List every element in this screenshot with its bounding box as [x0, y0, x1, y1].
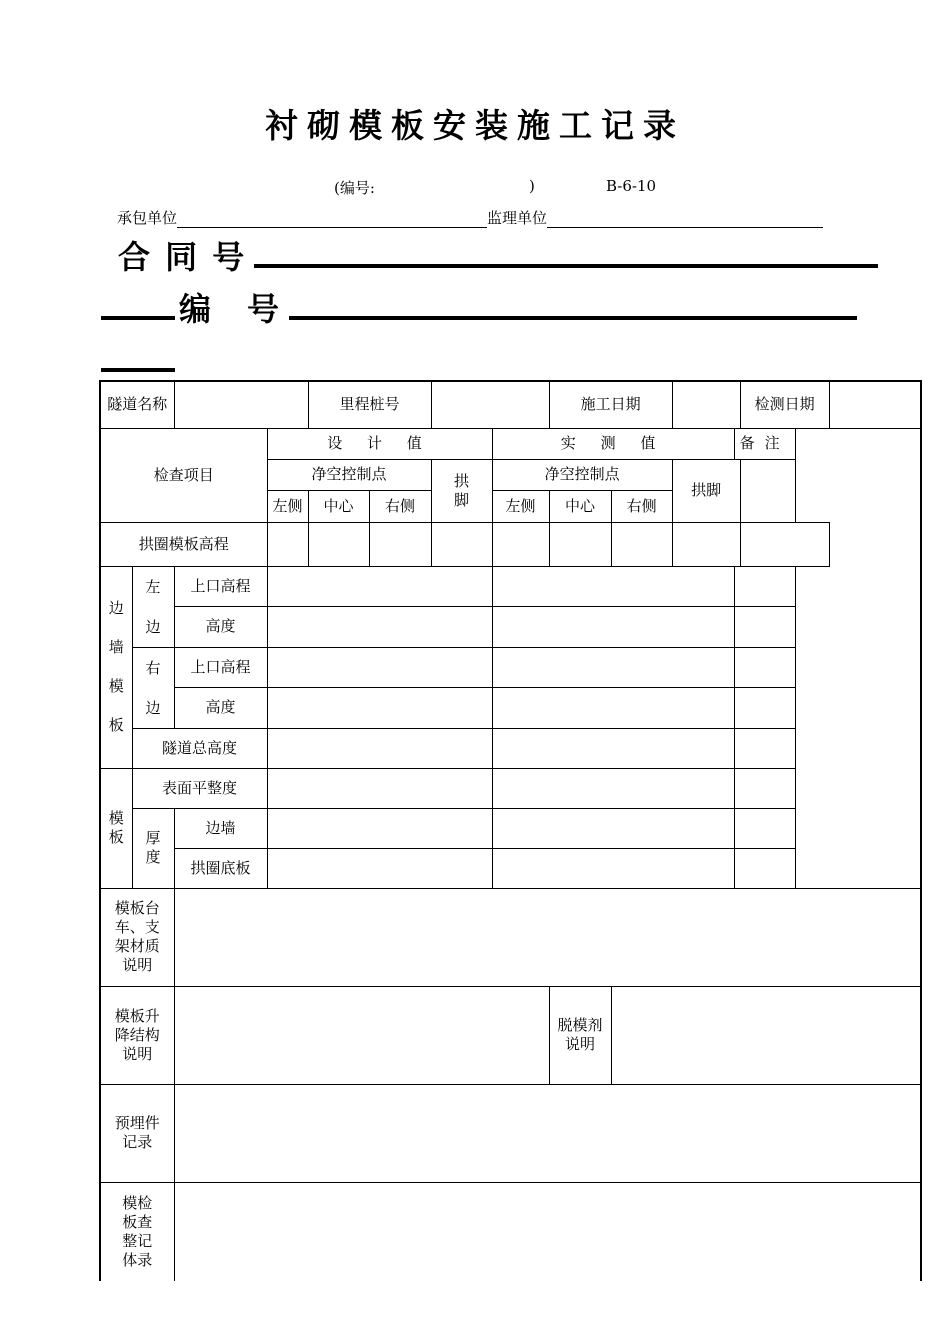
right-height-label: 高度 — [174, 688, 267, 729]
cell[interactable] — [369, 522, 431, 566]
actual-center-label: 中心 — [549, 490, 611, 522]
cell[interactable] — [267, 728, 492, 768]
left-top-elev-label: 上口高程 — [174, 566, 267, 607]
serial-blank-lead — [101, 290, 175, 320]
cell[interactable] — [734, 728, 795, 768]
cell[interactable] — [549, 522, 611, 566]
check-item-label: 检查项目 — [100, 428, 267, 522]
cell[interactable] — [267, 848, 492, 888]
release-agent-label: 脱模剂说明 — [549, 986, 611, 1084]
actual-arch-foot-label: 拱脚 — [672, 459, 740, 522]
cell[interactable] — [492, 522, 549, 566]
lifting-structure-value[interactable] — [174, 986, 549, 1084]
cell[interactable] — [734, 647, 795, 688]
left-side-label: 左边 — [132, 566, 174, 647]
actual-value-label: 实 测 值 — [492, 428, 734, 459]
inspection-record-value[interactable] — [174, 1182, 921, 1281]
cell[interactable] — [492, 566, 734, 607]
thickness-label: 厚度 — [132, 808, 174, 888]
tunnel-name-label: 隧道名称 — [100, 381, 174, 428]
supervisor-label: 监理单位 — [487, 209, 548, 227]
cell[interactable] — [734, 848, 795, 888]
contractor-blank — [177, 209, 487, 228]
cell[interactable] — [267, 768, 492, 808]
actual-left-label: 左侧 — [492, 490, 549, 522]
lifting-structure-label: 模板升降结构说明 — [100, 986, 174, 1084]
design-clearance-label: 净空控制点 — [267, 459, 431, 490]
embedded-parts-value[interactable] — [174, 1084, 921, 1182]
cell[interactable] — [734, 566, 795, 607]
surface-flatness-label: 表面平整度 — [132, 768, 267, 808]
construction-date-label: 施工日期 — [549, 381, 672, 428]
cell[interactable] — [492, 768, 734, 808]
design-left-label: 左侧 — [267, 490, 308, 522]
design-right-label: 右侧 — [369, 490, 431, 522]
inspection-record-label: 模检板查整记体录 — [100, 1182, 174, 1281]
right-side-label: 右边 — [132, 647, 174, 728]
page-title: 衬砌模板安装施工记录 — [265, 106, 685, 145]
actual-clearance-label: 净空控制点 — [492, 459, 672, 490]
contract-blank — [254, 238, 878, 268]
cell[interactable] — [492, 848, 734, 888]
right-top-elev-label: 上口高程 — [174, 647, 267, 688]
design-center-label: 中心 — [308, 490, 369, 522]
side-wall-label: 边墙 — [174, 808, 267, 848]
cell[interactable] — [267, 647, 492, 688]
mileage-label: 里程桩号 — [308, 381, 431, 428]
tunnel-total-height-label: 隧道总高度 — [132, 728, 267, 768]
form-code: B-6-10 — [606, 177, 657, 195]
cell[interactable] — [308, 522, 369, 566]
remarks-blank[interactable] — [740, 459, 795, 522]
cell[interactable] — [740, 522, 829, 566]
cell[interactable] — [492, 728, 734, 768]
inspection-date-label: 检测日期 — [740, 381, 829, 428]
cell[interactable] — [492, 688, 734, 729]
release-agent-value[interactable] — [611, 986, 921, 1084]
side-wall-template-label: 边墙模板 — [100, 566, 132, 768]
design-value-label: 设 计 值 — [267, 428, 492, 459]
cell[interactable] — [611, 522, 672, 566]
trolley-material-label: 模板台车、支架材质说明 — [100, 888, 174, 986]
embedded-parts-label: 预埋件记录 — [100, 1084, 174, 1182]
cell[interactable] — [267, 566, 492, 607]
construction-date-value[interactable] — [672, 381, 740, 428]
serial-blank-wrap — [101, 368, 175, 372]
template-label: 模板 — [100, 768, 132, 888]
arch-bottom-plate-label: 拱圈底板 — [174, 848, 267, 888]
contractor-line — [117, 207, 823, 228]
left-height-label: 高度 — [174, 607, 267, 648]
actual-right-label: 右侧 — [611, 490, 672, 522]
serial-line — [101, 284, 857, 330]
number-close: ) — [529, 177, 535, 195]
cell[interactable] — [492, 607, 734, 648]
tunnel-name-value[interactable] — [174, 381, 308, 428]
cell[interactable] — [734, 808, 795, 848]
cell[interactable] — [267, 607, 492, 648]
cell[interactable] — [734, 607, 795, 648]
record-table — [99, 380, 922, 1281]
cell[interactable] — [734, 768, 795, 808]
cell[interactable] — [492, 647, 734, 688]
contract-line — [118, 232, 878, 278]
contract-label: 合 同 号 — [118, 238, 247, 276]
cell[interactable] — [672, 522, 740, 566]
remarks-label: 备注 — [734, 428, 795, 459]
cell[interactable] — [267, 688, 492, 729]
cell[interactable] — [267, 522, 308, 566]
cell[interactable] — [431, 522, 492, 566]
serial-label: 编 号 — [179, 290, 282, 328]
contractor-label: 承包单位 — [117, 209, 178, 227]
inspection-date-value[interactable] — [829, 381, 921, 428]
design-arch-foot-label: 拱脚 — [431, 459, 492, 522]
supervisor-blank — [547, 209, 823, 228]
cell[interactable] — [734, 688, 795, 729]
trolley-material-value[interactable] — [174, 888, 921, 986]
serial-blank — [289, 290, 857, 320]
number-label: (编号: — [334, 179, 375, 197]
mileage-value[interactable] — [431, 381, 549, 428]
cell[interactable] — [492, 808, 734, 848]
arch-template-elev-label: 拱圈模板高程 — [100, 522, 267, 566]
cell[interactable] — [267, 808, 492, 848]
